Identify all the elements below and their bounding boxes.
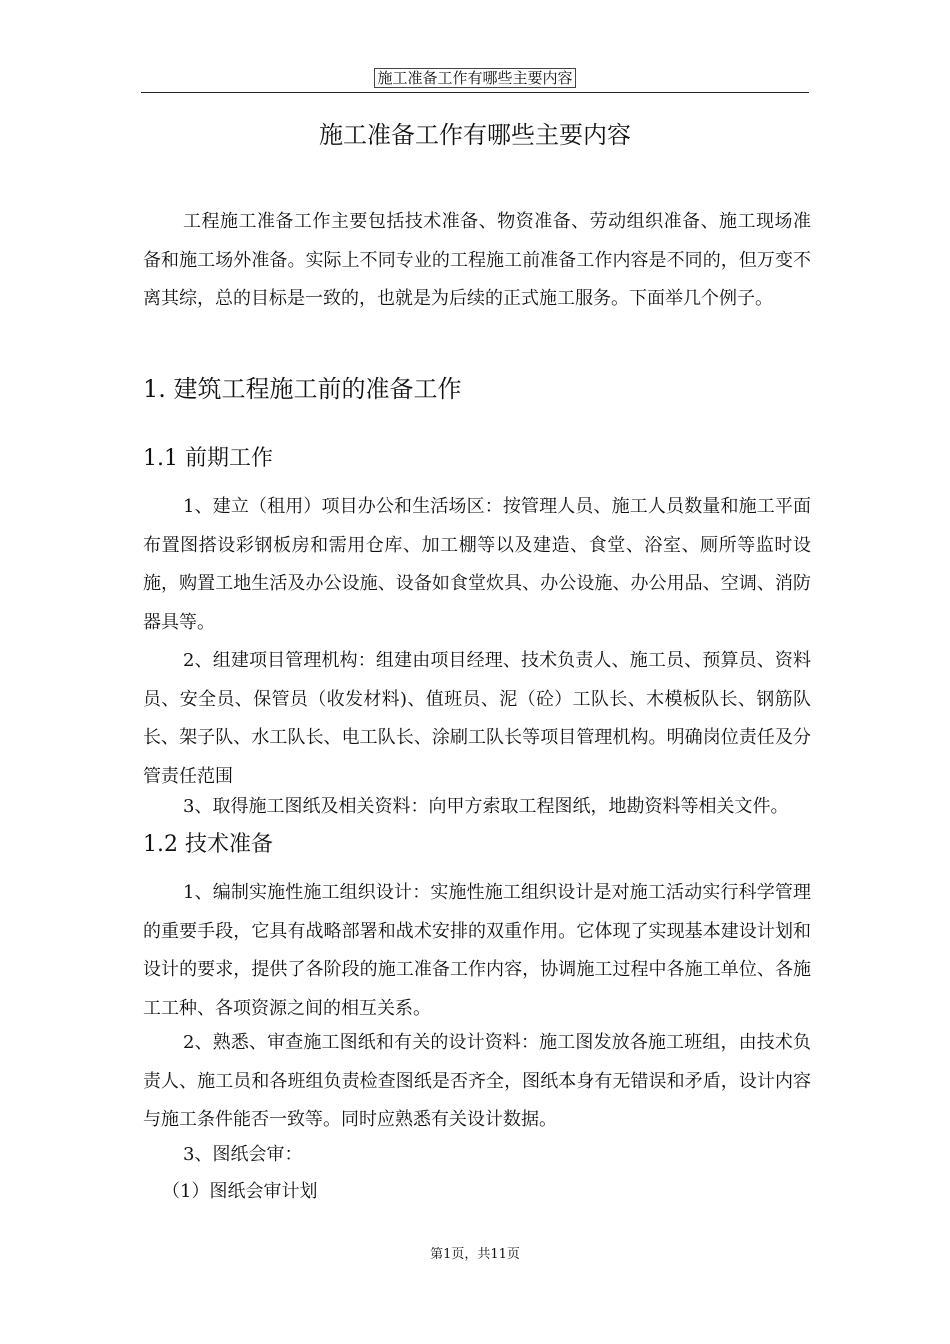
page-footer: 第1页，共11页	[430, 1247, 520, 1262]
running-header	[0, 68, 950, 88]
section-1-2-item-2: 2、熟悉、审查施工图纸和有关的设计资料：施工图发放各施工班组，由技术负责人、施工员和各班组负责检查图纸是否齐全，图纸本身有无错误和矛盾，设计内容与施工条件能否一致等。同时应熟悉有关设计数据。	[143, 1032, 811, 1130]
section-1-1-item-3: 3、取得施工图纸及相关资料：向甲方索取工程图纸，地勘资料等相关文件。	[183, 796, 789, 817]
running-header-text: 施工准备工作有哪些主要内容	[374, 68, 575, 88]
section-1-heading: 1. 建筑工程施工前的准备工作	[143, 375, 462, 403]
intro-paragraph: 工程施工准备工作主要包括技术准备、物资准备、劳动组织准备、施工现场准备和施工场外准备。实际上不同专业的工程施工前准备工作内容是不同的，但万变不离其综，总的目标是一致的，也就是为后续的正式施工服务。下面举几个例子。	[143, 211, 811, 309]
section-1-2-item-1: 1、编制实施性施工组织设计：实施性施工组织设计是对施工活动实行科学管理的重要手段，它具有战略部署和战术安排的双重作用。它体现了实现基本建设计划和设计的要求，提供了各阶段的施工准备工作内容，协调施工过程中各施工单位、各施工工种、各项资源之间的相互关系。	[143, 882, 811, 1019]
section-1-2-heading: 1.2 技术准备	[143, 832, 273, 857]
section-1-1-item-1: 1、建立（租用）项目办公和生活场区：按管理人员、施工人员数量和施工平面布置图搭设彩钢板房和需用仓库、加工棚等以及建造、食堂、浴室、厕所等监时设施，购置工地生活及办公设施、设备如食堂炊具、办公设施、办公用品、空调、消防器具等。	[143, 496, 811, 633]
document-title: 施工准备工作有哪些主要内容	[319, 121, 631, 149]
section-1-1-heading: 1.1 前期工作	[143, 446, 273, 471]
section-1-2-item-3-1: （1）图纸会审计划	[162, 1181, 318, 1202]
section-1-1-item-2: 2、组建项目管理机构：组建由项目经理、技术负责人、施工员、预算员、资料员、安全员、保管员（收发材料)、值班员、泥（砼）工队长、木模板队长、钢筋队长、架子队、水工队长、电工队长、涂刷工队长等项目管理机构。明确岗位责任及分管责任范围	[143, 650, 811, 787]
section-1-2-item-3: 3、图纸会审：	[183, 1144, 303, 1165]
header-divider	[141, 92, 809, 93]
